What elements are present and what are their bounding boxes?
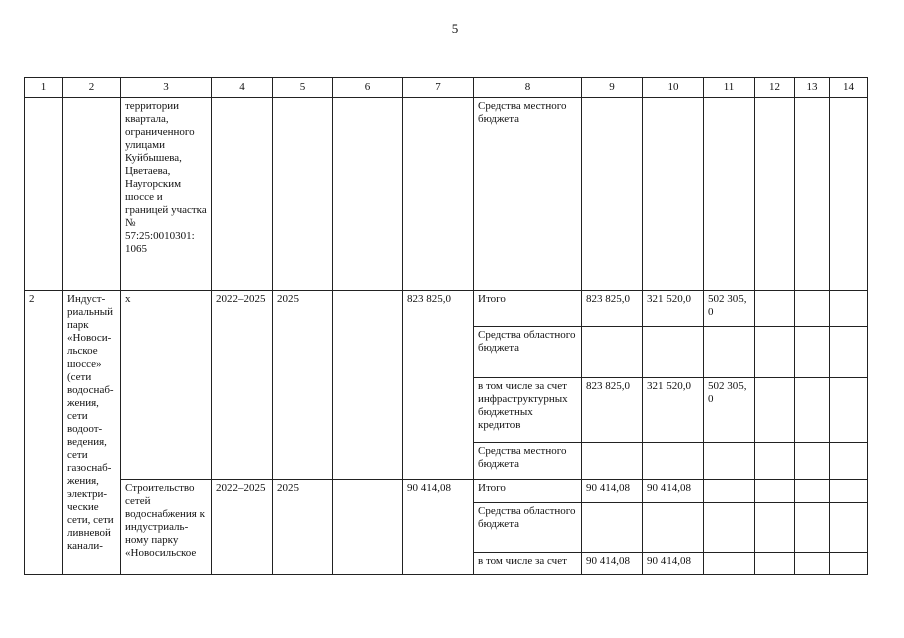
table-cell (704, 98, 755, 291)
table-cell (830, 443, 868, 480)
header-cell: 2 (63, 78, 121, 98)
header-cell: 8 (474, 78, 582, 98)
header-cell: 14 (830, 78, 868, 98)
table-cell (795, 443, 830, 480)
amount-cell: 90 414,08 (643, 480, 704, 503)
amount-cell: 321 520,0 (643, 378, 704, 443)
funding-source-cell: Средства местного бюджета (474, 98, 582, 291)
object-description-cell: х (121, 291, 212, 480)
table-cell (403, 98, 474, 291)
header-cell: 7 (403, 78, 474, 98)
table-cell (795, 291, 830, 327)
funding-source-cell: Средства областного бюджета (474, 327, 582, 378)
table-cell (333, 291, 403, 480)
header-cell: 11 (704, 78, 755, 98)
amount-cell (643, 503, 704, 553)
table-header-row (25, 78, 868, 98)
table-cell (333, 480, 403, 575)
table-cell (704, 553, 755, 575)
table-cell (704, 503, 755, 553)
table-cell (830, 98, 868, 291)
table-cell (755, 378, 795, 443)
table-cell (755, 480, 795, 503)
table-cell (795, 503, 830, 553)
funding-source-cell: Итого (474, 291, 582, 327)
amount-cell (582, 327, 643, 378)
header-cell: 9 (582, 78, 643, 98)
table-cell (704, 480, 755, 503)
header-cell: 4 (212, 78, 273, 98)
object-description-cell: территории квартала, ограниченного улицами Куйбышева, Цветаева, Наугорским шоссе и границей участка № 57:25:0010301: 1065 (121, 98, 212, 291)
header-cell: 13 (795, 78, 830, 98)
amount-cell: 90 414,08 (582, 480, 643, 503)
table-cell (795, 480, 830, 503)
cost-cell: 90 414,08 (403, 480, 474, 575)
amount-cell: 90 414,08 (582, 553, 643, 575)
table-cell (795, 553, 830, 575)
period-cell: 2022–2025 (212, 291, 273, 480)
amount-cell: 823 825,0 (582, 291, 643, 327)
table-cell (830, 291, 868, 327)
table-cell (830, 480, 868, 503)
table-cell (755, 291, 795, 327)
amount-cell (704, 443, 755, 480)
table-cell (25, 98, 63, 291)
table-cell (755, 327, 795, 378)
project-name-cell: Индуст-риальный парк «Новоси-льское шоссе» (сети водоснаб-жения, сети водоот-ведения, сети газоснаб-жения, электри-ческие сети, сети ливневой канали- (63, 291, 121, 575)
header-cell: 1 (25, 78, 63, 98)
header-cell: 5 (273, 78, 333, 98)
table-cell (830, 378, 868, 443)
table-cell (795, 98, 830, 291)
row-number-cell: 2 (25, 291, 63, 575)
amount-cell: 90 414,08 (643, 553, 704, 575)
table-row (25, 291, 868, 327)
cost-cell: 823 825,0 (403, 291, 474, 480)
table-cell (755, 503, 795, 553)
table-cell (755, 553, 795, 575)
object-description-cell: Строительство сетей водоснабжения к индустриаль-ному парку «Новосильское (121, 480, 212, 575)
header-cell: 6 (333, 78, 403, 98)
table-cell (63, 98, 121, 291)
funding-source-cell: Итого (474, 480, 582, 503)
table-cell (582, 98, 643, 291)
budget-table (24, 77, 868, 575)
period-cell: 2022–2025 (212, 480, 273, 575)
table-cell (830, 327, 868, 378)
table-cell (212, 98, 273, 291)
table-cell (795, 327, 830, 378)
header-cell: 12 (755, 78, 795, 98)
table-cell (830, 553, 868, 575)
table-row (25, 98, 868, 291)
funding-source-cell: в том числе за счет инфраструктурных бюджетных кредитов (474, 378, 582, 443)
year-cell: 2025 (273, 480, 333, 575)
table-cell (830, 503, 868, 553)
table-cell (795, 378, 830, 443)
amount-cell (643, 443, 704, 480)
amount-cell: 823 825,0 (582, 378, 643, 443)
table-row (25, 480, 868, 503)
header-cell: 3 (121, 78, 212, 98)
funding-source-cell: Средства местного бюджета (474, 443, 582, 480)
amount-cell (643, 327, 704, 378)
table-cell (643, 98, 704, 291)
table-cell (755, 98, 795, 291)
header-cell: 10 (643, 78, 704, 98)
table-cell (273, 98, 333, 291)
table-cell (333, 98, 403, 291)
funding-source-cell: Средства областного бюджета (474, 503, 582, 553)
year-cell: 2025 (273, 291, 333, 480)
table-cell (755, 443, 795, 480)
amount-cell: 321 520,0 (643, 291, 704, 327)
amount-cell: 502 305, 0 (704, 291, 755, 327)
amount-cell (704, 327, 755, 378)
amount-cell: 502 305, 0 (704, 378, 755, 443)
page-number: 5 (451, 21, 459, 36)
funding-source-cell: в том числе за счет (474, 553, 582, 575)
amount-cell (582, 503, 643, 553)
amount-cell (582, 443, 643, 480)
